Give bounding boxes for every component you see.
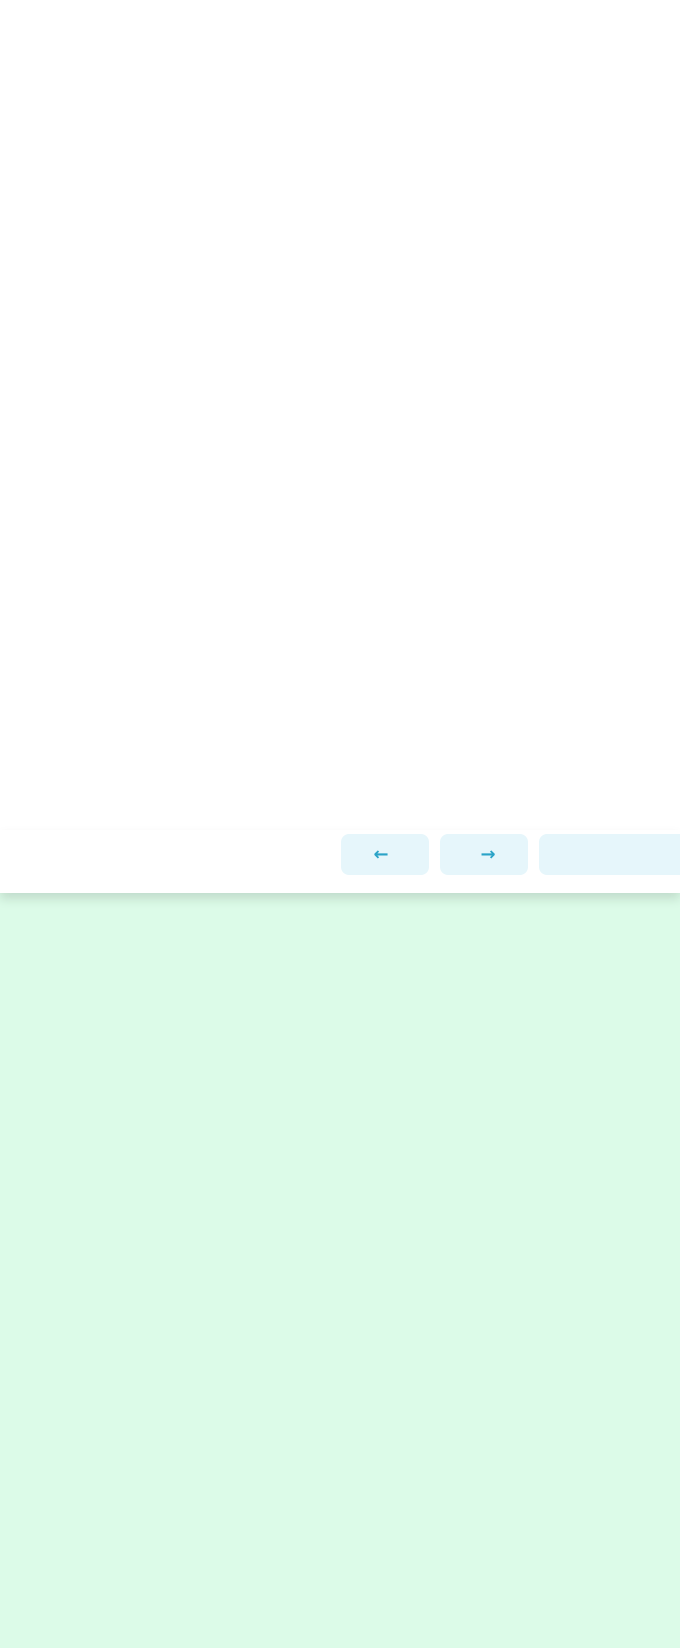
answer-text-block [0,0,680,800]
next-exercise-button[interactable] [440,834,528,875]
exercise-navigation-bar [0,830,680,893]
solution-panel [0,893,680,1648]
previous-exercise-button[interactable] [341,834,429,875]
arrow-left-icon: ← [373,844,389,865]
all-exercises-button[interactable] [539,834,680,875]
arrow-right-icon: → [480,844,496,865]
